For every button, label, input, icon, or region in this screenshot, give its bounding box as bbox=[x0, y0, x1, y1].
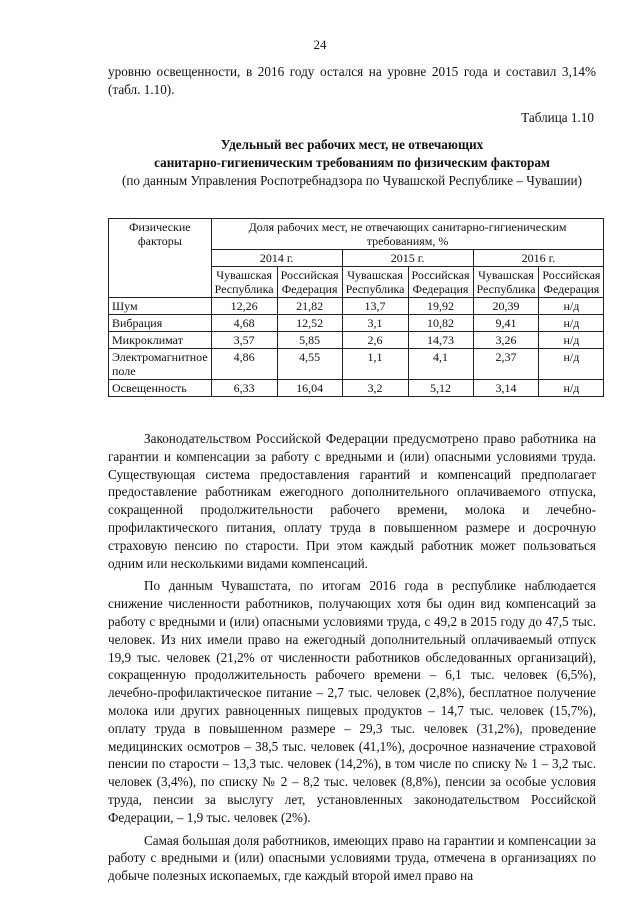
table-label: Таблица 1.10 bbox=[521, 110, 594, 125]
cell-value: 6,33 bbox=[211, 380, 277, 397]
cell-value: 13,7 bbox=[342, 298, 408, 315]
cell-value: н/д bbox=[539, 332, 604, 349]
header-share: Доля рабочих мест, не отвечающих санитарно-гигиеническим требованиям, % bbox=[211, 219, 604, 250]
cell-value: 3,1 bbox=[342, 315, 408, 332]
subheader-chr-2016: Чувашская Республика bbox=[473, 267, 539, 298]
subheader-chr-2014: Чувашская Республика bbox=[211, 267, 277, 298]
header-year-2014: 2014 г. bbox=[211, 250, 342, 267]
cell-value: 12,52 bbox=[277, 315, 342, 332]
subheader-rf-2014: Российская Федерация bbox=[277, 267, 342, 298]
row-factor: Электромагнитное поле bbox=[109, 349, 212, 380]
cell-value: 2,6 bbox=[342, 332, 408, 349]
cell-value: н/д bbox=[539, 315, 604, 332]
cell-value: 5,12 bbox=[408, 380, 473, 397]
cell-value: 4,68 bbox=[211, 315, 277, 332]
cell-value: н/д bbox=[539, 298, 604, 315]
subheader-chr-2015: Чувашская Республика bbox=[342, 267, 408, 298]
cell-value: н/д bbox=[539, 349, 604, 380]
table-row bbox=[109, 315, 604, 332]
subheader-rf-2015: Российская Федерация bbox=[408, 267, 473, 298]
table-row bbox=[109, 332, 604, 349]
cell-value: 20,39 bbox=[473, 298, 539, 315]
cell-value: 3,26 bbox=[473, 332, 539, 349]
cell-value: 9,41 bbox=[473, 315, 539, 332]
cell-value: 3,14 bbox=[473, 380, 539, 397]
table-title-source: (по данным Управления Роспотребнадзора по Чувашской Республике – Чувашии) bbox=[121, 173, 582, 188]
row-factor: Освещенность bbox=[109, 380, 212, 397]
cell-value: 12,26 bbox=[211, 298, 277, 315]
cell-value: 19,92 bbox=[408, 298, 473, 315]
subheader-rf-2016: Российская Федерация bbox=[539, 267, 604, 298]
header-year-2015: 2015 г. bbox=[342, 250, 473, 267]
table-row bbox=[109, 349, 604, 380]
header-year-2016: 2016 г. bbox=[473, 250, 604, 267]
row-factor: Шум bbox=[109, 298, 212, 315]
row-factor: Вибрация bbox=[109, 315, 212, 332]
cell-value: 1,1 bbox=[342, 349, 408, 380]
cell-value: 2,37 bbox=[473, 349, 539, 380]
cell-value: 3,57 bbox=[211, 332, 277, 349]
cell-value: 16,04 bbox=[277, 380, 342, 397]
table-row bbox=[109, 298, 604, 315]
cell-value: 4,86 bbox=[211, 349, 277, 380]
paragraph-3: Самая большая доля работников, имеющих право на гарантии и компенсации за работу с вредными и (или) опасными условиями труда, отмечена в организациях по добыче полезных ископаемых, где каждый второй имел право на bbox=[108, 832, 596, 884]
table-title-line2: санитарно-гигиеническим требованиям по физическим факторам bbox=[154, 155, 550, 170]
paragraph-1: Законодательством Российской Федерации предусмотрено право работника на гарантии и компенсации за работу с вредными и (или) опасными условиями труда. Существующая система предоставления гарантий и компенсаций предполагает предоставление работникам ежегодного дополнительного оплачиваемого отпуска, сокращенной продолжительности рабочего времени, молока и лечебно-профилактического питания, оплату труда в повышенном размере и досрочную страховую пенсию по старости. При этом каждый работник может пользоваться одним или несколькими видами компенсаций. bbox=[108, 431, 596, 571]
paragraph-2: По данным Чувашстата, по итогам 2016 года в республике наблюдается снижение численности работников, получающих хотя бы один вид компенсаций за работу с вредными и (или) опасными условиями труда, с 49,2 в 2015 году до 47,5 тыс. человек. Из них имели право на ежегодный дополнительный оплачиваемый отпуск 19,9 тыс. человек (21,2% от численности работников обследованных организаций), сокращенную продолжительность рабочего времени – 6,1 тыс. человек (6,5%), лечебно-профилактическое питание – 2,7 тыс. человек (2,8%), бесплатное получение молока или других равноценных пищевых продуктов – 14,7 тыс. человек (15,7%), оплату труда в повышенном размере – 29,3 тыс. человек (31,2%), проведение медицинских осмотров – 38,5 тыс. человек (41,1%), досрочное назначение страховой пенсии по старости – 13,3 тыс. человек (14,2%), в том числе по списку № 1 – 3,2 тыс. человек (3,4%), по списку № 2 – 8,2 тыс. человек (8,8%), пенсии за особые условия труда, пенсии за выслугу лет, установленных законодательством Российской Федерации, – 1,9 тыс. человек (2%). bbox=[108, 578, 596, 825]
cell-value: 3,2 bbox=[342, 380, 408, 397]
cell-value: 14,73 bbox=[408, 332, 473, 349]
table-title-line1: Удельный вес рабочих мест, не отвечающих bbox=[220, 137, 484, 152]
table-row bbox=[109, 380, 604, 397]
cell-value: 21,82 bbox=[277, 298, 342, 315]
cell-value: 4,55 bbox=[277, 349, 342, 380]
data-table bbox=[108, 218, 604, 397]
cell-value: н/д bbox=[539, 380, 604, 397]
body-text bbox=[108, 430, 596, 890]
table-title bbox=[108, 136, 596, 190]
page-number: 24 bbox=[313, 37, 327, 52]
header-factor: Физические факторы bbox=[109, 219, 212, 298]
cell-value: 5,85 bbox=[277, 332, 342, 349]
cell-value: 10,82 bbox=[408, 315, 473, 332]
cell-value: 4,1 bbox=[408, 349, 473, 380]
intro-paragraph: уровню освещенности, в 2016 году остался на уровне 2015 года и составил 3,14% (табл. 1.10). bbox=[108, 64, 596, 97]
row-factor: Микроклимат bbox=[109, 332, 212, 349]
